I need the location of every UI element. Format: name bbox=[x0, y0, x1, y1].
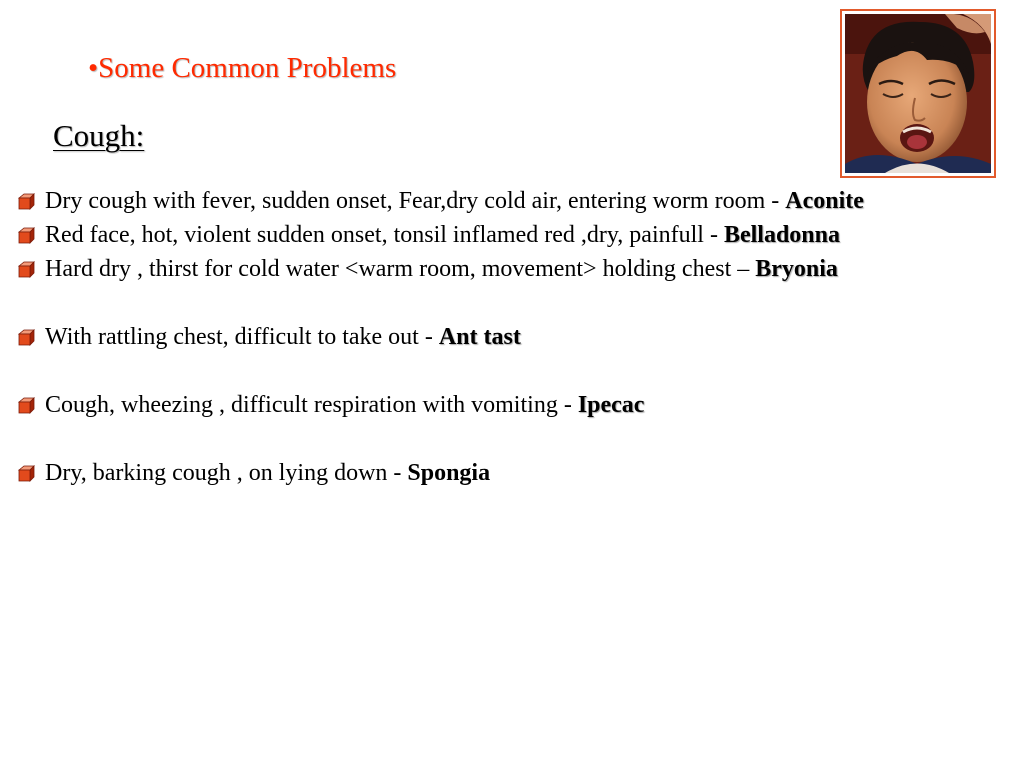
list-item bbox=[18, 456, 958, 490]
symptom-text: Red face, hot, violent sudden onset, tonsil inflamed red ,dry, painfull - bbox=[45, 222, 724, 248]
coughing-child-photo-icon bbox=[845, 14, 991, 173]
list-item bbox=[18, 184, 958, 218]
remedy-name: Ant tast bbox=[438, 324, 521, 350]
cube-bullet-icon bbox=[18, 193, 35, 210]
remedy-name: Bryonia bbox=[755, 256, 838, 282]
cube-bullet-icon bbox=[18, 329, 35, 346]
list-item bbox=[18, 320, 958, 354]
remedy-name: Spongia bbox=[407, 460, 491, 486]
symptom-text: Hard dry , thirst for cold water <warm room, movement> holding chest – bbox=[45, 256, 756, 282]
cube-bullet-icon bbox=[18, 227, 35, 244]
remedy-name: Belladonna bbox=[723, 222, 840, 248]
cube-bullet-icon bbox=[18, 261, 35, 278]
slide-heading: •Some Common Problems bbox=[88, 52, 397, 84]
remedy-name: Aconite bbox=[785, 188, 864, 214]
section-title: Cough: bbox=[53, 118, 145, 153]
list-item bbox=[18, 218, 958, 252]
list-item bbox=[18, 252, 958, 286]
photo-frame bbox=[840, 9, 996, 178]
symptom-text: Cough, wheezing , difficult respiration with vomiting - bbox=[45, 392, 578, 418]
symptom-text: Dry, barking cough , on lying down - bbox=[45, 460, 408, 486]
cube-bullet-icon bbox=[18, 397, 35, 414]
symptom-text: With rattling chest, difficult to take out - bbox=[45, 324, 439, 350]
cube-bullet-icon bbox=[18, 465, 35, 482]
symptom-text: Dry cough with fever, sudden onset, Fear,dry cold air, entering worm room - bbox=[45, 188, 786, 214]
remedy-name: Ipecac bbox=[577, 392, 645, 418]
remedy-list bbox=[18, 184, 958, 490]
list-item bbox=[18, 388, 958, 422]
